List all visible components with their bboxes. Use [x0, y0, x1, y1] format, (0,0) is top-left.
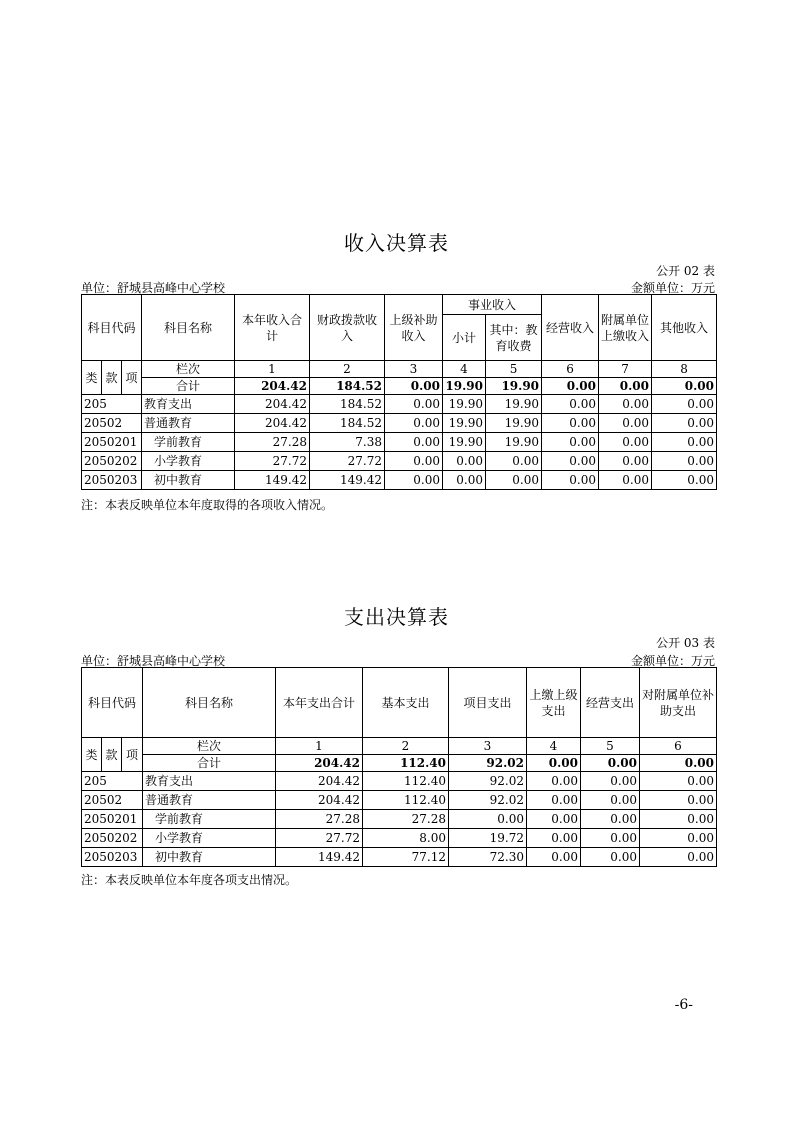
- income-lanci: 栏次: [142, 361, 235, 378]
- expense-cell: 0.00: [527, 848, 581, 867]
- income-col-number: 3: [385, 361, 443, 378]
- expense-row-name: 普通教育: [143, 791, 276, 810]
- income-col-number: 4: [443, 361, 486, 378]
- income-total-cell: 19.90: [443, 378, 486, 395]
- income-cell: 0.00: [486, 471, 542, 490]
- income-col-number: 7: [599, 361, 652, 378]
- income-row-code: 20502: [82, 414, 142, 433]
- income-cell: 19.90: [486, 395, 542, 414]
- expense-row-name: 小学教育: [143, 829, 276, 848]
- income-cell: 0.00: [385, 395, 443, 414]
- expense-cell: 27.28: [276, 810, 363, 829]
- income-cell: 0.00: [385, 433, 443, 452]
- expense-row-code: 20502: [82, 791, 143, 810]
- income-cell: 0.00: [599, 471, 652, 490]
- expense-cell: 72.30: [449, 848, 527, 867]
- income-heji: 合计: [142, 378, 235, 395]
- table-row: [82, 452, 717, 471]
- expense-col-number: 4: [527, 738, 581, 755]
- table-row: [82, 829, 717, 848]
- expense-cell: 0.00: [640, 772, 717, 791]
- table-row: [82, 471, 717, 490]
- income-total-cell: 184.52: [310, 378, 385, 395]
- income-cell: 19.90: [443, 433, 486, 452]
- income-header-upper: 上级补助收入: [385, 295, 443, 361]
- income-header-business: 经营收入: [542, 295, 599, 361]
- expense-cell: 112.40: [363, 772, 449, 791]
- income-xiang: 项: [122, 361, 142, 395]
- expense-cell: 0.00: [640, 810, 717, 829]
- expense-header-name: 科目名称: [143, 668, 276, 738]
- table-row: [82, 848, 717, 867]
- income-cell: 19.90: [486, 433, 542, 452]
- expense-header-affiliated: 对附属单位补助支出: [640, 668, 717, 738]
- income-cell: 27.28: [235, 433, 310, 452]
- expense-table-no: 公开 03 表: [656, 636, 715, 650]
- expense-cell: 204.42: [276, 772, 363, 791]
- income-cell: 0.00: [599, 414, 652, 433]
- income-cell: 0.00: [542, 414, 599, 433]
- income-unit: 单位：舒城县高峰中心学校: [81, 281, 226, 295]
- expense-kuan: 款: [102, 738, 122, 772]
- expense-total-cell: 204.42: [276, 755, 363, 772]
- income-header-fiscal: 财政拨款收入: [310, 295, 385, 361]
- income-cell: 19.90: [486, 414, 542, 433]
- expense-cell: 0.00: [581, 810, 640, 829]
- table-row: [82, 810, 717, 829]
- expense-cell: 0.00: [581, 772, 640, 791]
- expense-title: 支出决算表: [344, 605, 449, 629]
- income-header-affiliated: 附属单位上缴收入: [599, 295, 652, 361]
- expense-total-cell: 0.00: [527, 755, 581, 772]
- income-cell: 204.42: [235, 395, 310, 414]
- page-number: -6-: [674, 997, 693, 1013]
- expense-cell: 0.00: [581, 829, 640, 848]
- income-cell: 204.42: [235, 414, 310, 433]
- income-cell: 0.00: [599, 433, 652, 452]
- income-row-name: 学前教育: [142, 433, 235, 452]
- income-cell: 19.90: [443, 414, 486, 433]
- income-cell: 0.00: [385, 452, 443, 471]
- income-cell: 0.00: [542, 471, 599, 490]
- income-col-number: 8: [652, 361, 717, 378]
- income-kuan: 款: [102, 361, 122, 395]
- expense-col-number: 3: [449, 738, 527, 755]
- expense-row-code: 2050203: [82, 848, 143, 867]
- income-header-career: 事业收入: [443, 295, 542, 315]
- income-cell: 27.72: [235, 452, 310, 471]
- expense-total-cell: 0.00: [640, 755, 717, 772]
- income-row-code: 205: [82, 395, 142, 414]
- income-lei: 类: [82, 361, 102, 395]
- income-cell: 7.38: [310, 433, 385, 452]
- income-cell: 0.00: [443, 471, 486, 490]
- income-row-name: 教育支出: [142, 395, 235, 414]
- expense-row-name: 学前教育: [143, 810, 276, 829]
- expense-cell: 77.12: [363, 848, 449, 867]
- income-cell: 0.00: [599, 452, 652, 471]
- expense-xiang: 项: [122, 738, 143, 772]
- income-row-name: 普通教育: [142, 414, 235, 433]
- expense-cell: 0.00: [527, 810, 581, 829]
- income-title: 收入决算表: [344, 231, 449, 255]
- income-cell: 0.00: [599, 395, 652, 414]
- income-col-number: 6: [542, 361, 599, 378]
- expense-total-cell: 112.40: [363, 755, 449, 772]
- expense-unit: 单位：舒城县高峰中心学校: [81, 654, 226, 668]
- income-row-name: 小学教育: [142, 452, 235, 471]
- expense-header-project: 项目支出: [449, 668, 527, 738]
- income-header-code: 科目代码: [82, 295, 142, 361]
- income-cell: 0.00: [652, 414, 717, 433]
- expense-row-code: 2050202: [82, 829, 143, 848]
- expense-cell: 112.40: [363, 791, 449, 810]
- income-amount-unit: 金额单位：万元: [630, 281, 715, 295]
- income-header-other: 其他收入: [652, 295, 717, 361]
- income-row-code: 2050201: [82, 433, 142, 452]
- expense-row-name: 初中教育: [143, 848, 276, 867]
- expense-cell: 27.72: [276, 829, 363, 848]
- expense-row-code: 205: [82, 772, 143, 791]
- expense-header-code: 科目代码: [82, 668, 143, 738]
- income-table-no: 公开 02 表: [656, 264, 715, 278]
- expense-cell: 8.00: [363, 829, 449, 848]
- income-header-career-edu: 其中：教育收费: [486, 315, 542, 361]
- expense-table: [81, 667, 717, 867]
- expense-cell: 0.00: [581, 791, 640, 810]
- expense-cell: 92.02: [449, 772, 527, 791]
- expense-cell: 204.42: [276, 791, 363, 810]
- income-col-number: 5: [486, 361, 542, 378]
- income-cell: 0.00: [385, 471, 443, 490]
- expense-cell: 92.02: [449, 791, 527, 810]
- expense-note: 注：本表反映单位本年度各项支出情况。: [81, 873, 298, 887]
- expense-cell: 0.00: [581, 848, 640, 867]
- income-cell: 0.00: [652, 471, 717, 490]
- income-cell: 27.72: [310, 452, 385, 471]
- income-row-code: 2050203: [82, 471, 142, 490]
- expense-total-cell: 92.02: [449, 755, 527, 772]
- expense-total-cell: 0.00: [581, 755, 640, 772]
- table-row: [82, 772, 717, 791]
- expense-cell: 0.00: [527, 791, 581, 810]
- expense-header-business: 经营支出: [581, 668, 640, 738]
- income-row-name: 初中教育: [142, 471, 235, 490]
- table-row: [82, 395, 717, 414]
- income-cell: 0.00: [652, 395, 717, 414]
- income-cell: 0.00: [652, 452, 717, 471]
- expense-cell: 0.00: [640, 829, 717, 848]
- expense-header-total: 本年支出合计: [276, 668, 363, 738]
- table-row: [82, 433, 717, 452]
- income-total-cell: 0.00: [542, 378, 599, 395]
- expense-cell: 0.00: [527, 829, 581, 848]
- income-header-name: 科目名称: [142, 295, 235, 361]
- expense-cell: 19.72: [449, 829, 527, 848]
- expense-col-number: 1: [276, 738, 363, 755]
- income-total-cell: 0.00: [385, 378, 443, 395]
- income-col-number: 1: [235, 361, 310, 378]
- income-table: [81, 294, 717, 490]
- income-cell: 0.00: [385, 414, 443, 433]
- income-total-cell: 204.42: [235, 378, 310, 395]
- table-row: [82, 791, 717, 810]
- expense-col-number: 6: [640, 738, 717, 755]
- expense-cell: 0.00: [640, 791, 717, 810]
- expense-col-number: 5: [581, 738, 640, 755]
- income-cell: 184.52: [310, 395, 385, 414]
- income-cell: 149.42: [310, 471, 385, 490]
- income-header-total: 本年收入合计: [235, 295, 310, 361]
- expense-heji: 合计: [143, 755, 276, 772]
- expense-col-number: 2: [363, 738, 449, 755]
- expense-cell: 27.28: [363, 810, 449, 829]
- income-total-cell: 0.00: [652, 378, 717, 395]
- income-total-cell: 0.00: [599, 378, 652, 395]
- expense-cell: 0.00: [527, 772, 581, 791]
- income-total-cell: 19.90: [486, 378, 542, 395]
- income-cell: 19.90: [443, 395, 486, 414]
- expense-lei: 类: [82, 738, 102, 772]
- table-row: [82, 414, 717, 433]
- expense-row-name: 教育支出: [143, 772, 276, 791]
- income-cell: 0.00: [542, 452, 599, 471]
- expense-lanci: 栏次: [143, 738, 276, 755]
- income-col-number: 2: [310, 361, 385, 378]
- expense-header-basic: 基本支出: [363, 668, 449, 738]
- income-cell: 0.00: [652, 433, 717, 452]
- expense-cell: 0.00: [449, 810, 527, 829]
- income-cell: 184.52: [310, 414, 385, 433]
- income-note: 注：本表反映单位本年度取得的各项收入情况。: [81, 498, 334, 512]
- income-cell: 0.00: [443, 452, 486, 471]
- expense-cell: 149.42: [276, 848, 363, 867]
- income-cell: 0.00: [542, 395, 599, 414]
- expense-row-code: 2050201: [82, 810, 143, 829]
- expense-cell: 0.00: [640, 848, 717, 867]
- expense-header-upper: 上缴上级支出: [527, 668, 581, 738]
- income-row-code: 2050202: [82, 452, 142, 471]
- income-header-career-sub: 小计: [443, 315, 486, 361]
- income-cell: 149.42: [235, 471, 310, 490]
- expense-amount-unit: 金额单位：万元: [630, 654, 715, 668]
- income-cell: 0.00: [542, 433, 599, 452]
- income-cell: 0.00: [486, 452, 542, 471]
